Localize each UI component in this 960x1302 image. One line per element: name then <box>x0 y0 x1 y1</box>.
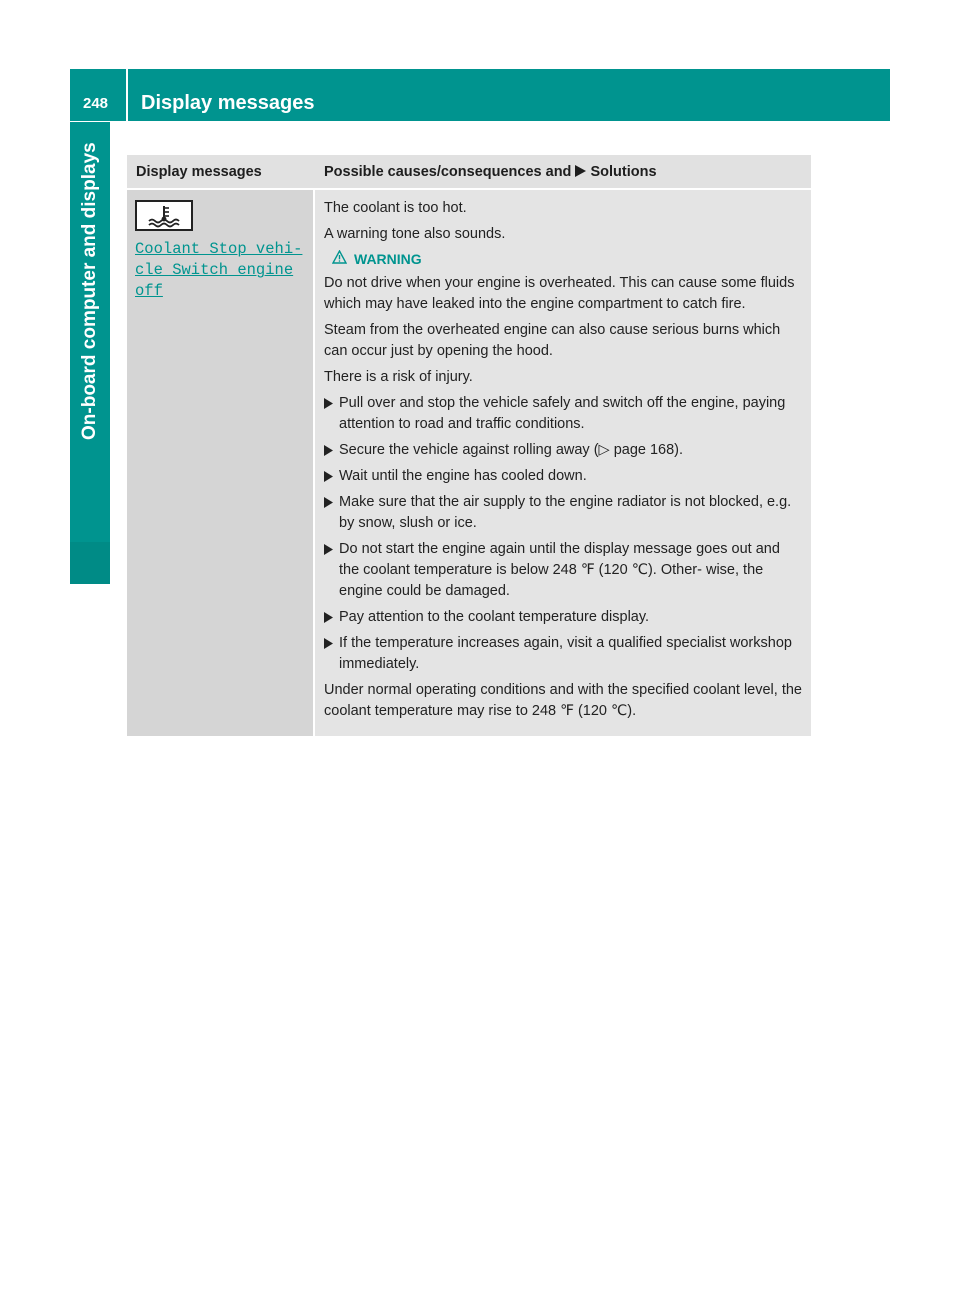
list-item <box>324 633 803 675</box>
step-arrow-icon <box>324 393 339 435</box>
col-header-solutions <box>314 155 811 189</box>
page-title: Display messages <box>141 92 315 114</box>
step-text: If the temperature increases again, visit a qualified specialist workshop immediately. <box>339 635 792 672</box>
consequence-text: A warning tone also sounds. <box>324 226 506 242</box>
section-side-tab <box>70 122 110 584</box>
col-header-solutions-label: Solutions <box>590 163 657 180</box>
step-arrow-icon <box>324 466 339 487</box>
warning-label: WARNING <box>354 250 422 267</box>
list-item <box>324 440 803 461</box>
step-text: Pay attention to the coolant temperature display. <box>339 609 650 625</box>
coolant-temperature-icon <box>135 200 193 231</box>
normal-operation-note: Under normal operating conditions and with the specified coolant level, the coolant temperature may rise to 248 ℉ (120 ℃). <box>324 682 802 719</box>
warning-text-3: There is a risk of injury. <box>324 369 473 385</box>
display-message-text <box>135 239 305 302</box>
col-header-causes: Possible causes/consequences and <box>324 163 572 180</box>
step-arrow-icon <box>324 440 339 461</box>
step-text: Wait until the engine has cooled down. <box>339 468 587 484</box>
step-text: Make sure that the air supply to the engine radiator is not blocked, e.g. by snow, slush or ice. <box>339 494 792 531</box>
step-arrow-icon <box>324 607 339 628</box>
list-item <box>324 539 803 602</box>
solutions-arrow-icon <box>575 164 586 180</box>
message-line-3: off <box>135 282 163 300</box>
tab-marker <box>70 542 110 584</box>
message-line-2: cle Switch engine <box>135 261 294 279</box>
warning-triangle-icon <box>332 250 347 267</box>
table-header-row <box>127 155 811 189</box>
warning-text-1: Do not drive when your engine is overheated. This can cause some fluids which may have leaked into the engine compartment to catch fire. <box>324 275 795 312</box>
section-label: On-board computer and displays <box>79 142 100 440</box>
display-messages-table <box>127 155 811 736</box>
step-arrow-icon <box>324 539 339 602</box>
page-number: 248 <box>83 95 109 112</box>
warning-text-2: Steam from the overheated engine can also cause serious burns which can occur just by opening the hood. <box>324 322 781 359</box>
message-line-1: Coolant Stop vehi‐ <box>135 240 303 258</box>
table-row <box>127 189 811 736</box>
list-item <box>324 607 803 628</box>
solutions-cell <box>314 189 811 736</box>
step-arrow-icon <box>324 633 339 675</box>
step-arrow-icon <box>324 492 339 534</box>
warning-heading <box>332 250 803 267</box>
step-text: Do not start the engine again until the display message goes out and the coolant temperature is below 248 ℉ (120 ℃). Other‐ wise, the engine could be damaged. <box>339 541 780 599</box>
cause-text: The coolant is too hot. <box>324 200 467 216</box>
list-item <box>324 466 803 487</box>
list-item <box>324 393 803 435</box>
list-item <box>324 492 803 534</box>
step-text: Pull over and stop the vehicle safely and switch off the engine, paying attention to road and traffic conditions. <box>339 395 786 432</box>
message-cell <box>127 189 314 736</box>
step-text: Secure the vehicle against rolling away (▷ page 168). <box>339 442 684 458</box>
page-header <box>70 69 890 121</box>
col-header-display-messages: Display messages <box>127 155 314 189</box>
